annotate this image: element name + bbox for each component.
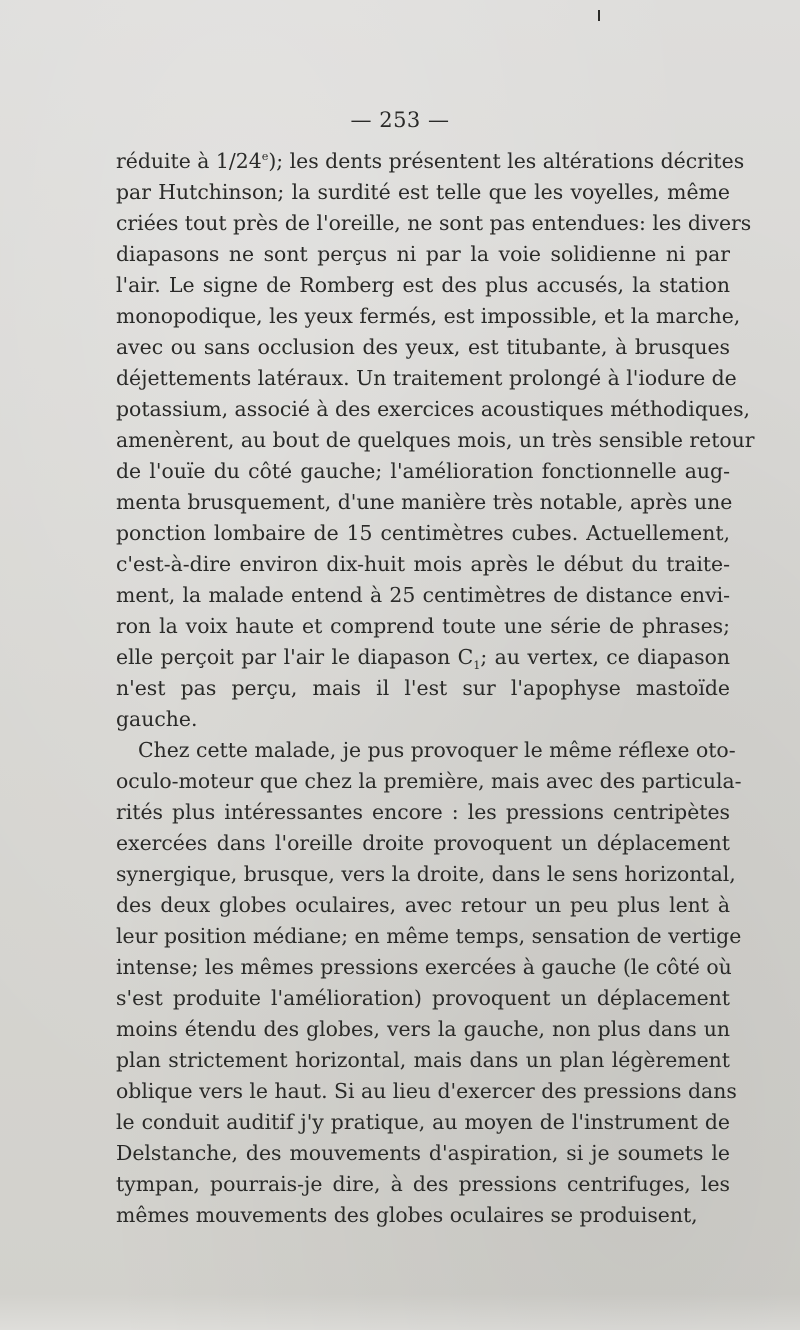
paragraph-1 xyxy=(116,146,755,735)
text-line: l'air. Le signe de Romberg est des plus accusés, la station xyxy=(116,273,730,297)
superscript: e xyxy=(261,150,269,164)
text-line: exercées dans l'oreille droite provoquent un déplacement xyxy=(116,831,730,855)
text-line: ment, la malade entend à 25 centimètres de distance envi- xyxy=(116,583,730,607)
page-number: — 253 — xyxy=(350,108,450,132)
text-segment: ); les dents présentent les altérations décrites xyxy=(268,149,745,173)
text-line: intense; les mêmes pressions exercées à gauche (le côté où xyxy=(116,955,732,979)
text-line: leur position médiane; en même temps, sensation de vertige xyxy=(116,924,742,948)
text-line: par Hutchinson; la surdité est telle que les voyelles, même xyxy=(116,180,730,204)
text-line: oculo-moteur que chez la première, mais avec des particula- xyxy=(116,769,742,793)
text-line: tympan, pourrais-je dire, à des pressions centrifuges, les xyxy=(116,1172,730,1196)
text-line: moins étendu des globes, vers la gauche, non plus dans un xyxy=(116,1017,730,1041)
text-line: c'est-à-dire environ dix-huit mois après le début du traite- xyxy=(116,552,730,576)
text-line: monopodique, les yeux fermés, est impossible, et la marche, xyxy=(116,304,741,328)
text-line: n'est pas perçu, mais il l'est sur l'apophyse mastoïde xyxy=(116,676,730,700)
text-line: des deux globes oculaires, avec retour un peu plus lent à xyxy=(116,893,730,917)
page-edge xyxy=(0,1294,800,1330)
text-segment: ; au vertex, ce diapason xyxy=(480,645,730,669)
text-line: déjettements latéraux. Un traitement prolongé à l'iodure de xyxy=(116,366,737,390)
text-line: menta brusquement, d'une manière très notable, après une xyxy=(116,490,733,514)
text-line: s'est produite l'amélioration) provoquent un déplacement xyxy=(116,986,730,1010)
text-line: ron la voix haute et comprend toute une série de phrases; xyxy=(116,614,730,638)
text-line xyxy=(116,146,745,177)
text-line: plan strictement horizontal, mais dans un plan légèrement xyxy=(116,1048,730,1072)
paragraph-2 xyxy=(116,735,742,1231)
text-line: Chez cette malade, je pus provoquer le même réflexe oto- xyxy=(138,738,736,762)
text-line: gauche. xyxy=(116,707,198,731)
text-line: oblique vers le haut. Si au lieu d'exercer des pressions dans xyxy=(116,1079,737,1103)
text-segment: réduite à 1/24 xyxy=(116,149,262,173)
text-line: Delstanche, des mouvements d'aspiration, si je soumets le xyxy=(116,1141,730,1165)
text-line: synergique, brusque, vers la droite, dans le sens horizontal, xyxy=(116,862,736,886)
text-line: diapasons ne sont perçus ni par la voie solidienne ni par xyxy=(116,242,730,266)
text-segment: elle perçoit par l'air le diapason C xyxy=(116,645,474,669)
text-line: criées tout près de l'oreille, ne sont pas entendues: les divers xyxy=(116,211,752,235)
text-line: de l'ouïe du côté gauche; l'amélioration fonctionnelle aug- xyxy=(116,459,730,483)
text-line: rités plus intéressantes encore : les pressions centripètes xyxy=(116,800,730,824)
text-line: le conduit auditif j'y pratique, au moyen de l'instrument de xyxy=(116,1110,730,1134)
text-line: potassium, associé à des exercices acoustiques méthodiques, xyxy=(116,397,751,421)
text-line xyxy=(116,642,730,673)
print-mark xyxy=(598,10,600,21)
subscript: 1 xyxy=(473,659,481,673)
body-text xyxy=(116,146,755,1231)
text-line: ponction lombaire de 15 centimètres cubes. Actuellement, xyxy=(116,521,730,545)
text-line: amenèrent, au bout de quelques mois, un très sensible retour xyxy=(116,428,755,452)
text-line: avec ou sans occlusion des yeux, est titubante, à brusques xyxy=(116,335,730,359)
text-line: mêmes mouvements des globes oculaires se produisent, xyxy=(116,1203,698,1227)
